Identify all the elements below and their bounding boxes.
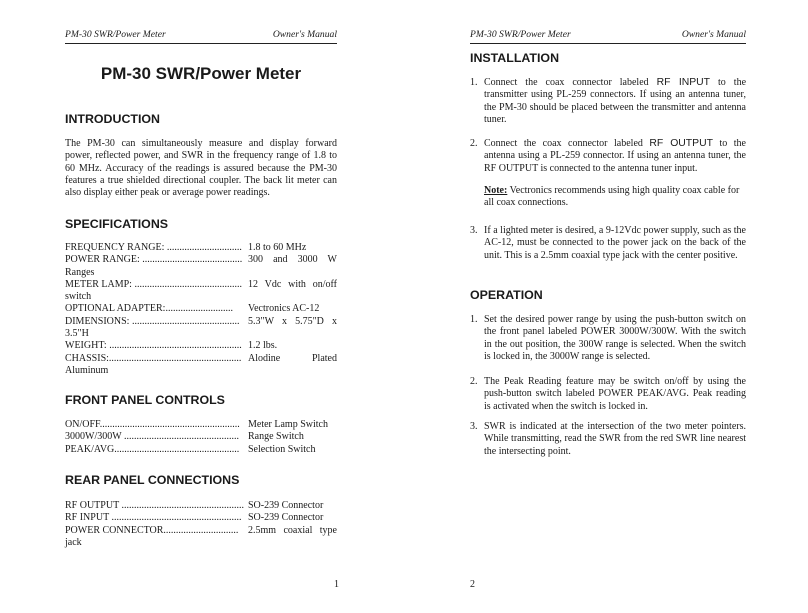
spec-label: METER LAMP: ........................................... xyxy=(65,278,242,290)
header-title: PM-30 SWR/Power Meter xyxy=(470,29,571,40)
spec-label: OPTIONAL ADAPTER:........................... xyxy=(65,303,233,315)
spec-label: PEAK/AVG.................................................. xyxy=(65,443,240,455)
install-step xyxy=(470,225,746,262)
spec-row xyxy=(65,500,337,512)
operation-heading: OPERATION xyxy=(470,288,543,302)
step-text xyxy=(484,77,746,126)
spec-value: SO-239 Connector xyxy=(248,512,324,524)
operation-step xyxy=(470,376,746,413)
header-subtitle: Owner's Manual xyxy=(272,29,337,40)
step-text: Set the desired power range by using the push-button switch on the front panel labeled POWER 3000W/300W. With the switch in the out position, the 300W range is selected. When the switch is locked in, the 3000W range is selected. xyxy=(484,314,746,362)
page-2 xyxy=(404,0,808,613)
spec-row xyxy=(65,431,337,443)
spec-value: 300 and 3000 W xyxy=(248,254,337,266)
spec-value: 12 Vdc with on/off xyxy=(248,278,337,290)
page-number: 1 xyxy=(334,579,339,590)
operation-step xyxy=(470,421,746,458)
installation-heading: INSTALLATION xyxy=(470,51,560,65)
front-panel-heading: FRONT PANEL CONTROLS xyxy=(65,393,225,407)
step-number: 2. xyxy=(470,138,478,149)
spec-value-continued: switch xyxy=(65,291,92,303)
specs-heading: SPECIFICATIONS xyxy=(65,217,169,231)
install-step xyxy=(470,77,746,126)
spec-row xyxy=(65,353,337,365)
spec-row xyxy=(65,279,337,291)
spec-row xyxy=(65,444,337,456)
panel-label: RF INPUT xyxy=(656,77,711,88)
spec-row xyxy=(65,242,337,254)
spec-value: 2.5mm coaxial type xyxy=(248,524,337,536)
spec-value-continued: jack xyxy=(65,536,82,548)
spec-label: POWER CONNECTOR.............................. xyxy=(65,524,239,536)
step-number: 2. xyxy=(470,376,478,387)
step-number: 1. xyxy=(470,314,478,325)
spec-row xyxy=(65,525,337,537)
step-text: The Peak Reading feature may be switch on/off by using the push-button switch labeled POWER PEAK/AVG. Peak reading is activated when the switch is locked in. xyxy=(484,376,746,412)
spec-label: 3000W/300W .............................................. xyxy=(65,431,239,443)
spec-row xyxy=(65,316,337,328)
rear-panel-list xyxy=(65,500,337,549)
header-subtitle: Owner's Manual xyxy=(681,29,746,40)
spec-value: Alodine Plated xyxy=(248,352,337,364)
spec-value-continued: 3.5"H xyxy=(65,328,89,340)
spec-label: POWER RANGE: ........................................ xyxy=(65,254,243,266)
step-text-part: Connect the coax connector labeled xyxy=(484,138,650,149)
note xyxy=(484,185,746,210)
intro-heading: INTRODUCTION xyxy=(65,112,160,126)
step-text: SWR is indicated at the intersection of the two meter pointers. While transmitting, read the SWR from the red SWR line nearest the intersecting point. xyxy=(484,421,746,457)
spec-row xyxy=(65,254,337,266)
step-text xyxy=(484,138,746,175)
note-label: Note: xyxy=(484,185,508,196)
spec-label: DIMENSIONS: ........................................... xyxy=(65,315,240,327)
note-text: Vectronics recommends using high quality coax cable for all coax connections. xyxy=(484,185,740,209)
spec-label: RF INPUT .................................................... xyxy=(65,512,242,524)
spec-value: SO-239 Connector xyxy=(248,500,324,511)
spec-label: RF OUTPUT ................................................. xyxy=(65,500,244,511)
intro-paragraph: The PM-30 can simultaneously measure and display forward power, reflected power, and SWR in the frequency range of 1.8 to 60 MHz. Accuracy of the readings is assured because the PM-30 features a true shielded directional coupler. The back lit meter can also display either peak or average power readings. xyxy=(65,138,337,199)
spec-row xyxy=(65,340,337,352)
step-text-part: Connect the coax connector labeled xyxy=(484,77,657,88)
spec-value-continued: Aluminum xyxy=(65,364,109,376)
header-rule xyxy=(470,43,746,44)
spec-value: Vectronics AC-12 xyxy=(248,303,320,315)
step-text-part: to the antenna using a PL-259 connector. If using an antenna tuner, the RF OUTPUT is connected to the antenna tuner input. xyxy=(484,138,746,174)
step-text-part: to the transmitter using PL-259 connectors. If using an antenna tuner, the PM-30 should be placed between the transmitter and antenna tuner. xyxy=(484,77,747,125)
spec-value: 1.2 lbs. xyxy=(248,340,278,352)
step-number: 3. xyxy=(470,225,478,236)
header-title: PM-30 SWR/Power Meter xyxy=(65,29,166,40)
spec-row xyxy=(65,512,337,524)
step-number: 1. xyxy=(470,77,478,88)
spec-value: Selection Switch xyxy=(248,443,316,455)
spec-label: CHASSIS:..................................................... xyxy=(65,352,242,364)
document-title: PM-30 SWR/Power Meter xyxy=(100,64,302,83)
spec-label: FREQUENCY RANGE: .............................. xyxy=(65,242,242,253)
spec-label: ON/OFF........................................................ xyxy=(65,419,240,430)
spec-value-continued: Ranges xyxy=(65,266,95,278)
header-rule xyxy=(65,43,337,44)
install-step xyxy=(470,138,746,175)
page-number: 2 xyxy=(470,579,475,590)
rear-panel-heading: REAR PANEL CONNECTIONS xyxy=(65,473,240,487)
spec-value: Range Switch xyxy=(248,431,304,443)
spec-value: Meter Lamp Switch xyxy=(248,419,328,430)
step-number: 3. xyxy=(470,421,478,432)
operation-step xyxy=(470,314,746,363)
spec-row xyxy=(65,303,337,315)
spec-label: WEIGHT: ..................................................... xyxy=(65,340,242,352)
spec-value: 5.3"W x 5.75"D x xyxy=(248,315,337,327)
spec-row xyxy=(65,419,337,431)
panel-label: RF OUTPUT xyxy=(649,138,713,149)
spec-value: 1.8 to 60 MHz xyxy=(248,242,307,253)
front-panel-list xyxy=(65,419,337,456)
specs-list xyxy=(65,242,337,377)
step-text: If a lighted meter is desired, a 9-12Vdc power supply, such as the AC-12, must be connected to the power jack on the back of the unit. This is a 2.5mm coaxial type jack with the center positive. xyxy=(484,225,746,261)
